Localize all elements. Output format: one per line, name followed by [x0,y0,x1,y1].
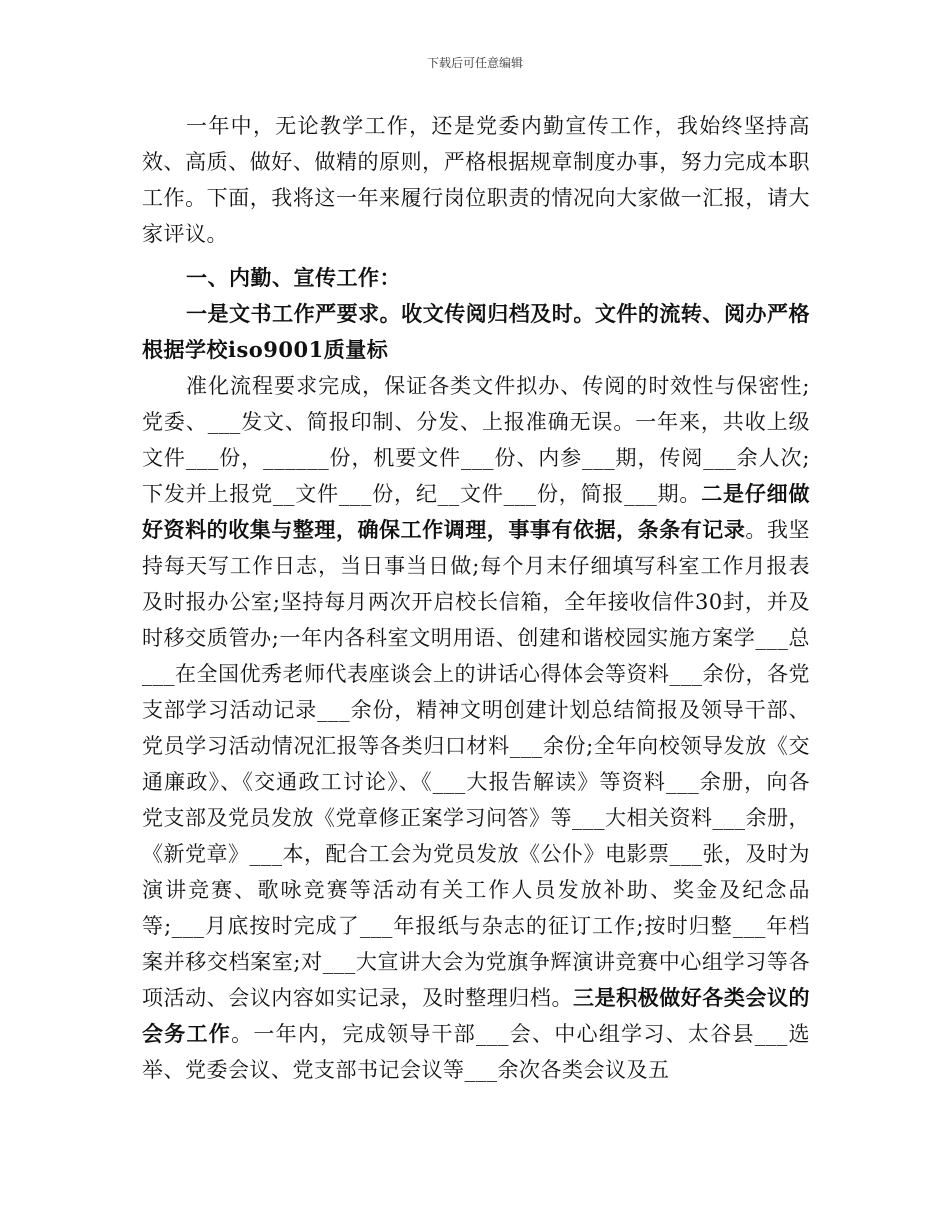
document-work-text: 准化流程要求完成，保证各类文件拟办、传阅的时效性与保密性;党委、___发文、简报印制、分发、上报准确无误。一年来，共收上级文件___份，______份，机要文件___份、内参___期，传阅___余人次;下发并上报党__文件___份，纪__文件___份，简报___期。 [142,374,810,506]
materials-heading: 二是仔细做好资料的收集与整理，确保工作调理，事事有依据，条条有记录 [142,481,811,542]
document-body [142,108,810,1088]
intro-paragraph: 一年中，无论教学工作，还是党委内勤宣传工作，我始终坚持高效、高质、做好、做精的原则，严格根据规章制度办事，努力完成本职工作。下面，我将这一年来履行岗位职责的情况向大家做一汇报，请大家评议。 [142,114,810,246]
document-work-heading: 一是文书工作严要求。收文传阅归档及时。文件的流转、阅办严格根据学校iso9001质量标 [142,301,810,362]
meetings-text: 。一年内，完成领导干部___会、中心组学习、太谷县___选举、党委会议、党支部书记会议等___余次各类会议及五 [142,1022,811,1082]
meetings-heading: 三是积极做好各类会议的会务工作 [142,985,810,1046]
section-heading: 一、内勤、宣传工作： [186,265,401,290]
document-work-paragraph [142,368,810,1088]
page-header: 下载后可任意编辑 [426,56,523,70]
materials-text: 。我坚持每天写工作日志，当日事当日做;每个月末仔细填写科室工作月报表及时报办公室;坚持每月两次开启校长信箱，全年接收信件30封，并及时移交质管办;一年内各科室文明用语、创建和谐校园实施方案学___总___在全国优秀老师代表座谈会上的讲话心得体会等资料___余份，各党支部学习活动记录___余份，精神文明创建计划总结简报及领导干部、党员学习活动情况汇报等各类归口材料___余份;全年向校领导发放《交通廉政》、《交通政工讨论》、《___大报告解读》等资料___余册，向各党支部及党员发放《党章修正案学习问答》等___大相关资料___余册，《新党章》___本，配合工会为党员发放《公仆》电影票___张，及时为演讲竞赛、歌咏竞赛等活动有关工作人员发放补助、奖金及纪念品等;___月底按时完成了___年报纸与杂志的征订工作;按时归整___年档案并移交档案室;对___大宣讲大会为党旗争辉演讲竞赛中心组学习等各项活动、会议内容如实记录，及时整理归档。 [142,518,811,1010]
